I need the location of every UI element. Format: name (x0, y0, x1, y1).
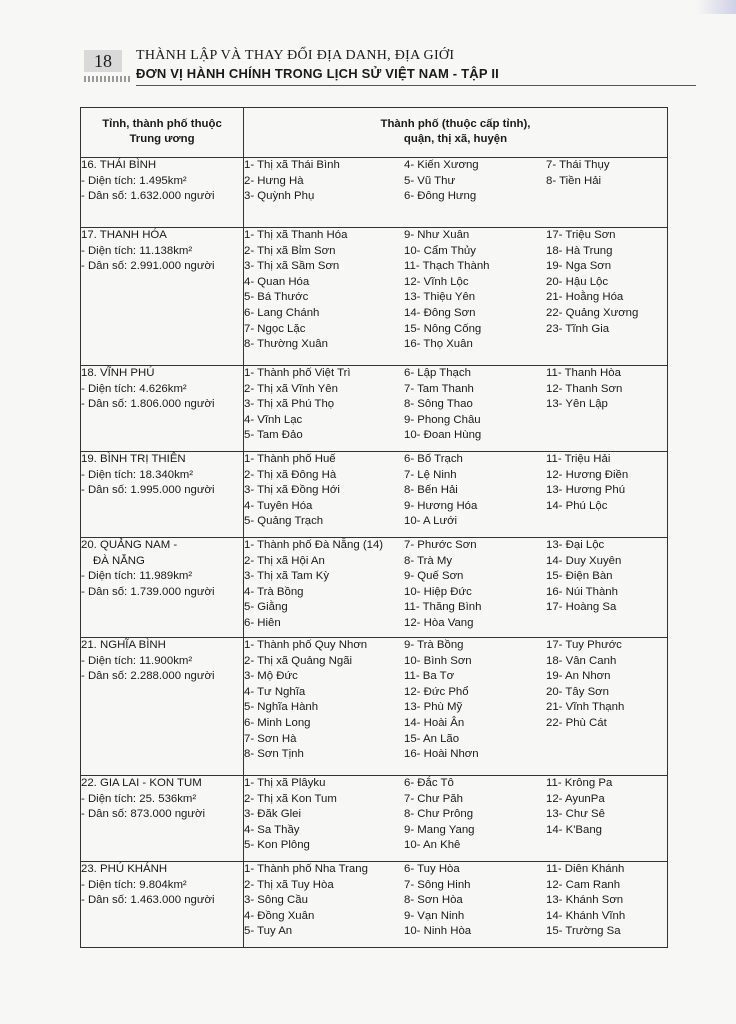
province-cell (81, 228, 244, 366)
unit-item: 8- Trà My (404, 554, 453, 567)
unit-item: 3- Thị xã Đồng Hới (244, 484, 340, 497)
unit-item: 1- Thành phố Nha Trang (244, 863, 368, 875)
header-units-line1: Thành phố (thuộc cấp tỉnh), (380, 118, 531, 130)
province-population: - Dân số: 2.991.000 người (81, 260, 215, 272)
units-column (404, 538, 546, 632)
unit-item: 19- Nga Sơn (546, 260, 612, 273)
province-area: - Diện tích: 11.989km² (81, 570, 193, 582)
province-population: - Dân số: 1.806.000 người (81, 398, 215, 410)
units-column (404, 638, 546, 763)
table-row (81, 452, 668, 538)
table-header-row (81, 108, 668, 158)
unit-item: 10- Cẩm Thủy (404, 244, 476, 257)
header-units-line2: quận, thị xã, huyện (403, 133, 508, 145)
unit-item: 11- Diên Khánh (546, 863, 625, 875)
unit-item: 2- Thị xã Đông Hà (244, 468, 337, 481)
unit-item: 8- Sơn Hòa (404, 894, 463, 907)
header-province-line2: Trung ương (129, 133, 195, 145)
unit-item: 15- Điện Bàn (546, 570, 613, 583)
province-name-line2: ĐÀ NẴNG (93, 554, 145, 567)
units-column (546, 538, 666, 632)
units-column (546, 158, 666, 205)
province-population: - Dân số: 1.995.000 người (81, 484, 215, 496)
unit-item: 4- Kiến Xương (404, 159, 479, 171)
unit-item: 14- Phú Lộc (546, 499, 608, 512)
unit-item: 11- Triệu Hải (546, 453, 611, 465)
header-rule (136, 85, 696, 86)
unit-item: 14- Đông Sơn (404, 306, 476, 319)
unit-item: 3- Thị xã Phú Thọ (244, 398, 335, 411)
unit-item: 13- Phù Mỹ (404, 701, 463, 714)
unit-item: 16- Hoài Nhơn (404, 748, 479, 761)
units-columns (244, 776, 667, 854)
unit-item: 8- Tiền Hải (546, 174, 602, 187)
unit-item: 12- Hương Điền (546, 468, 629, 481)
province-population: - Dân số: 1.463.000 người (81, 894, 215, 906)
province-population: - Dân số: 2.288.000 người (81, 670, 215, 682)
province-cell (81, 638, 244, 776)
unit-item: 4- Tuyên Hóa (244, 499, 313, 512)
units-column (546, 366, 666, 444)
province-cell (81, 538, 244, 638)
unit-item: 7- Sông Hinh (404, 878, 471, 891)
units-cell (244, 776, 668, 862)
unit-item: 14- Duy Xuyên (546, 554, 622, 567)
units-cell (244, 228, 668, 366)
unit-item: 4- Sa Thầy (244, 823, 300, 836)
unit-item: 3- Thị xã Sầm Sơn (244, 260, 340, 273)
unit-item: 1- Thành phố Đà Nẵng (14) (244, 539, 384, 551)
units-column (546, 452, 666, 530)
province-area: - Diện tích: 4.626km² (81, 382, 187, 395)
unit-item: 7- Phước Sơn (404, 539, 477, 551)
unit-item: 7- Lệ Ninh (404, 468, 457, 481)
units-column (404, 862, 546, 940)
table-body (81, 158, 668, 948)
province-cell (81, 158, 244, 228)
province-cell (81, 776, 244, 862)
unit-item: 20- Hậu Lộc (546, 275, 609, 288)
table-row (81, 158, 668, 228)
unit-item: 11- Thăng Bình (404, 601, 482, 614)
unit-item: 21- Vĩnh Thạnh (546, 701, 625, 714)
unit-item: 3- Thị xã Tam Kỳ (244, 570, 330, 583)
unit-item: 4- Đồng Xuân (244, 909, 315, 922)
unit-item: 14- Hoài Ân (404, 716, 465, 729)
administrative-units-table (80, 107, 668, 948)
unit-item: 16- Núi Thành (546, 585, 618, 598)
running-header-line1: THÀNH LẬP VÀ THAY ĐỔI ĐỊA DANH, ĐỊA GIỚI (136, 48, 455, 63)
unit-item: 5- Tuy An (244, 925, 293, 938)
units-cell (244, 538, 668, 638)
units-column (546, 862, 666, 940)
unit-item: 15- Trường Sa (546, 925, 621, 938)
page-number: 18 (84, 50, 122, 72)
unit-item: 8- Bến Hải (404, 484, 458, 497)
unit-item: 23- Tĩnh Gia (546, 322, 610, 335)
unit-item: 11- Thanh Hòa (546, 367, 621, 379)
province-area: - Diện tích: 11.138km² (81, 244, 193, 257)
unit-item: 3- Sông Cầu (244, 894, 308, 907)
province-population: - Dân số: 873.000 người (81, 808, 206, 820)
units-column (244, 538, 404, 632)
units-columns (244, 366, 667, 444)
unit-item: 7- Ngọc Lặc (244, 322, 306, 335)
unit-item: 16- Thọ Xuân (404, 338, 473, 351)
province-name: 19. BÌNH TRỊ THIÊN (81, 453, 186, 465)
province-cell (81, 862, 244, 948)
unit-item: 10- Bình Sơn (404, 654, 472, 667)
unit-item: 2- Thị xã Bỉm Sơn (244, 244, 336, 257)
unit-item: 11- Ba Tơ (404, 670, 455, 683)
unit-item: 2- Thị xã Hội An (244, 554, 325, 567)
units-columns (244, 638, 667, 763)
unit-item: 9- Như Xuân (404, 229, 470, 241)
header-units-cell (244, 108, 668, 158)
province-name: 21. NGHĨA BÌNH (81, 639, 166, 651)
unit-item: 9- Phong Châu (404, 413, 481, 426)
units-column (546, 638, 666, 763)
unit-item: 7- Sơn Hà (244, 732, 297, 745)
province-name: 22. GIA LAI - KON TUM (81, 777, 202, 789)
table-row (81, 638, 668, 776)
table-row (81, 366, 668, 452)
units-column (244, 228, 404, 353)
table-row (81, 776, 668, 862)
unit-item: 8- Thường Xuân (244, 338, 328, 351)
unit-item: 11- Thạch Thành (404, 260, 490, 273)
unit-item: 10- Đoan Hùng (404, 429, 482, 442)
unit-item: 1- Thị xã Thanh Hóa (244, 229, 348, 241)
unit-item: 13- Hương Phú (546, 484, 626, 497)
unit-item: 3- Đăk Glei (244, 808, 301, 821)
unit-item: 3- Mộ Đức (244, 670, 298, 683)
unit-item: 12- Vĩnh Lộc (404, 275, 469, 288)
unit-item: 10- An Khê (404, 839, 461, 852)
units-column (244, 862, 404, 940)
unit-item: 9- Quế Sơn (404, 570, 464, 583)
unit-item: 2- Hưng Hà (244, 174, 304, 187)
unit-item: 10- A Lưới (404, 515, 458, 528)
unit-item: 2- Thị xã Vĩnh Yên (244, 382, 338, 395)
unit-item: 7- Thái Thụy (546, 159, 610, 171)
unit-item: 1- Thành phố Quy Nhơn (244, 639, 368, 651)
unit-item: 5- Nghĩa Hành (244, 701, 319, 714)
unit-item: 18- Vân Canh (546, 654, 617, 667)
units-column (404, 158, 546, 205)
province-area: - Diện tích: 1.495km² (81, 174, 187, 187)
header-province-cell (81, 108, 244, 158)
units-column (404, 366, 546, 444)
units-column (244, 452, 404, 530)
unit-item: 2- Thị xã Tuy Hòa (244, 878, 334, 891)
province-name: 17. THANH HÓA (81, 229, 167, 241)
unit-item: 4- Quan Hóa (244, 275, 310, 288)
unit-item: 5- Tam Đảo (244, 429, 303, 442)
unit-item: 12- Thanh Sơn (546, 382, 623, 395)
unit-item: 19- An Nhơn (546, 670, 611, 683)
province-area: - Diện tích: 25. 536km² (81, 792, 197, 805)
unit-item: 14- K'Bang (546, 823, 603, 836)
table-row (81, 538, 668, 638)
units-column (244, 776, 404, 854)
unit-item: 5- Vũ Thư (404, 174, 456, 187)
running-header-line2: ĐƠN VỊ HÀNH CHÍNH TRONG LỊCH SỬ VIỆT NAM - TẬP II (136, 66, 499, 81)
unit-item: 22- Quảng Xương (546, 306, 639, 319)
unit-item: 9- Hương Hóa (404, 499, 478, 512)
unit-item: 12- Hòa Vang (404, 616, 474, 629)
unit-item: 14- Khánh Vĩnh (546, 909, 626, 922)
unit-item: 17- Hoàng Sa (546, 601, 617, 614)
units-column (244, 366, 404, 444)
province-cell (81, 366, 244, 452)
unit-item: 12- Đức Phổ (404, 685, 469, 698)
unit-item: 2- Thị xã Quảng Ngãi (244, 654, 353, 667)
unit-item: 17- Triệu Sơn (546, 229, 616, 241)
unit-item: 10- Ninh Hòa (404, 925, 472, 938)
unit-item: 13- Yên Lập (546, 398, 608, 411)
province-name: 23. PHÚ KHÁNH (81, 863, 168, 875)
unit-item: 13- Đại Lộc (546, 539, 605, 551)
unit-item: 17- Tuy Phước (546, 639, 622, 651)
unit-item: 4- Tư Nghĩa (244, 685, 306, 698)
unit-item: 7- Tam Thanh (404, 382, 474, 395)
units-columns (244, 452, 667, 530)
unit-item: 6- Lập Thạch (404, 367, 471, 379)
province-name: 20. QUẢNG NAM - (81, 539, 178, 551)
unit-item: 6- Minh Long (244, 716, 311, 729)
unit-item: 8- Chư Prông (404, 808, 474, 821)
unit-item: 5- Quảng Trạch (244, 515, 324, 528)
unit-item: 12- Cam Ranh (546, 878, 621, 891)
units-cell (244, 366, 668, 452)
unit-item: 3- Quỳnh Phụ (244, 190, 315, 203)
units-column (404, 228, 546, 353)
unit-item: 6- Tuy Hòa (404, 863, 460, 875)
unit-item: 22- Phù Cát (546, 716, 607, 729)
province-area: - Diện tích: 11.900km² (81, 654, 193, 667)
unit-item: 9- Trà Bồng (404, 639, 464, 651)
unit-item: 8- Sông Thao (404, 398, 473, 411)
units-columns (244, 158, 667, 205)
unit-item: 5- Kon Plông (244, 839, 310, 852)
header-province-line1: Tỉnh, thành phố thuộc (102, 118, 222, 130)
unit-item: 6- Hiên (244, 616, 281, 629)
table-row (81, 228, 668, 366)
units-cell (244, 452, 668, 538)
scan-edge-shadow (696, 0, 736, 14)
unit-item: 10- Hiệp Đức (404, 585, 472, 598)
unit-item: 8- Sơn Tịnh (244, 748, 304, 761)
unit-item: 5- Giằng (244, 601, 288, 614)
units-column (244, 158, 404, 205)
unit-item: 13- Khánh Sơn (546, 894, 624, 907)
unit-item: 1- Thị xã Plâyku (244, 777, 326, 789)
units-columns (244, 538, 667, 632)
unit-item: 6- Bố Trạch (404, 453, 463, 465)
unit-item: 18- Hà Trung (546, 244, 613, 257)
unit-item: 6- Đông Hưng (404, 190, 477, 203)
units-column (244, 638, 404, 763)
unit-item: 11- Krông Pa (546, 777, 613, 789)
unit-item: 2- Thị xã Kon Tum (244, 792, 337, 805)
units-cell (244, 638, 668, 776)
unit-item: 13- Thiệu Yên (404, 291, 476, 304)
unit-item: 5- Bá Thước (244, 291, 309, 304)
province-cell (81, 452, 244, 538)
units-columns (244, 228, 667, 353)
unit-item: 9- Vạn Ninh (404, 909, 465, 922)
units-columns (244, 862, 667, 940)
unit-item: 6- Đắc Tô (404, 777, 454, 789)
province-area: - Diện tích: 9.804km² (81, 878, 187, 891)
unit-item: 15- An Lão (404, 732, 460, 745)
unit-item: 9- Mang Yang (404, 823, 475, 836)
unit-item: 1- Thành phố Huế (244, 453, 336, 465)
units-cell (244, 862, 668, 948)
province-area: - Diện tích: 18.340km² (81, 468, 194, 481)
units-column (404, 776, 546, 854)
unit-item: 20- Tây Sơn (546, 685, 609, 698)
unit-item: 4- Vĩnh Lạc (244, 413, 303, 426)
province-name: 18. VĨNH PHÚ (81, 367, 155, 379)
unit-item: 7- Chư Păh (404, 792, 463, 805)
unit-item: 4- Trà Bồng (244, 585, 304, 598)
units-column (404, 452, 546, 530)
unit-item: 15- Nông Cống (404, 322, 482, 335)
unit-item: 13- Chư Sê (546, 808, 605, 821)
unit-item: 12- AyunPa (546, 792, 605, 805)
units-column (546, 776, 666, 854)
unit-item: 6- Lang Chánh (244, 306, 320, 319)
unit-item: 1- Thành phố Việt Trì (244, 367, 351, 379)
page-number-decoration (84, 76, 130, 82)
province-name: 16. THÁI BÌNH (81, 159, 157, 171)
unit-item: 21- Hoằng Hóa (546, 291, 624, 304)
units-column (546, 228, 666, 353)
table-row (81, 862, 668, 948)
province-population: - Dân số: 1.632.000 người (81, 190, 215, 202)
province-population: - Dân số: 1.739.000 người (81, 585, 215, 598)
unit-item: 1- Thị xã Thái Bình (244, 159, 340, 171)
units-cell (244, 158, 668, 228)
